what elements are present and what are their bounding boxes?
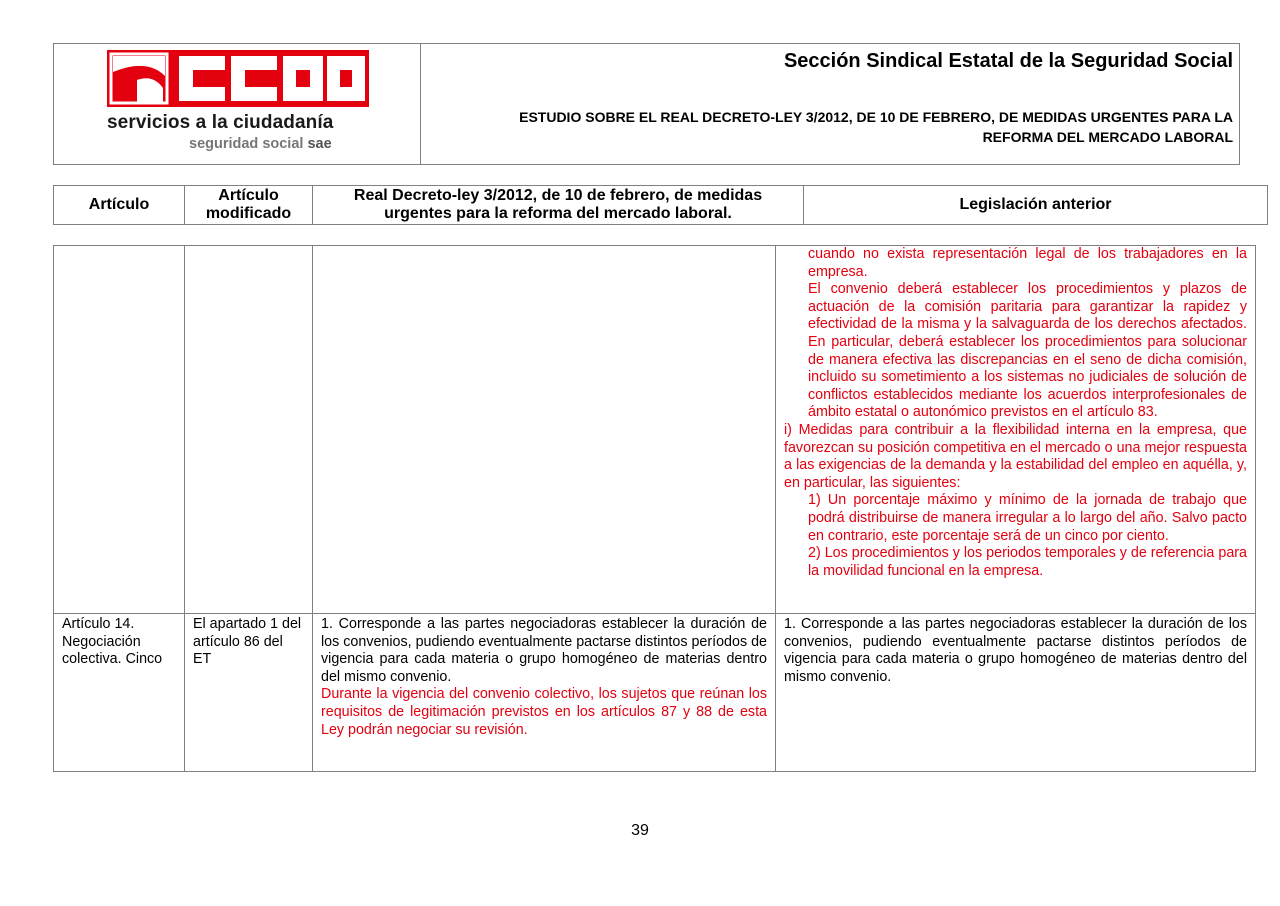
title-cell [421, 44, 1240, 165]
col-header-legislacion-anterior: Legislación anterior [804, 186, 1268, 225]
cell-real-decreto [313, 246, 776, 614]
col-header-articulo: Artículo [54, 186, 185, 225]
cell-articulo: Artículo 14. Negociación colectiva. Cinco [54, 614, 185, 772]
real-decreto-paragraph: 1. Corresponde a las partes negociadoras establecer la duración de los convenios, pudiendo eventualmente pactarse distintos períodos de vigencia para cada materia o grupo homogéneo de materias dentro del mismo convenio. [321, 616, 767, 685]
document-subtitle: ESTUDIO SOBRE EL REAL DECRETO-LEY 3/2012, DE 10 DE FEBRERO, DE MEDIDAS URGENTES PARA LA REFORMA DEL MERCADO LABORAL [519, 109, 1233, 145]
ccoo-logo [107, 50, 369, 152]
column-header-table [53, 185, 1268, 225]
page-number: 39 [631, 822, 649, 839]
logo-tagline: servicios a la ciudadanía [107, 112, 334, 133]
cell-modificado [185, 246, 313, 614]
legislacion-paragraph: 1) Un porcentaje máximo y mínimo de la jornada de trabajo que podrá distribuirse de manera irregular a lo largo del año. Salvo pacto en contrario, este porcentaje será de un cinco por ciento. [808, 492, 1247, 544]
page-title: Sección Sindical Estatal de la Seguridad Social [783, 50, 1233, 72]
legislacion-paragraph: i) Medidas para contribuir a la flexibilidad interna en la empresa, que favorezcan su posición competitiva en el mercado o una mejor respuesta a las exigencias de la demanda y la estabilidad del empleo en aquélla, y, en particular, las siguientes: [784, 421, 1247, 491]
col-header-real-decreto: Real Decreto-ley 3/2012, de 10 de febrero, de medidas urgentes para la reforma del mercado laboral. [313, 186, 804, 225]
legislacion-paragraph: 2) Los procedimientos y los periodos temporales y de referencia para la movilidad funcional en la empresa. [808, 545, 1247, 579]
col-header-articulo-modificado: Artículo modificado [185, 186, 313, 225]
ccoo-logo-mark [107, 50, 369, 108]
legislacion-paragraph: cuando no exista representación legal de los trabajadores en la empresa. [808, 246, 1247, 280]
cell-modificado: El apartado 1 del artículo 86 del ET [185, 614, 313, 772]
logo-cell [54, 44, 421, 165]
table-row [54, 614, 1256, 772]
cell-articulo [54, 246, 185, 614]
comparison-table [53, 245, 1256, 772]
cell-real-decreto [313, 614, 776, 772]
real-decreto-paragraph-new: Durante la vigencia del convenio colectivo, los sujetos que reúnan los requisitos de legitimación previstos en los artículos 87 y 88 de esta Ley podrán negociar su revisión. [321, 686, 767, 738]
logo-subtagline: seguridad social sae [189, 136, 332, 152]
cell-legislacion [776, 246, 1256, 614]
table-row [54, 246, 1256, 614]
legislacion-paragraph: El convenio deberá establecer los procedimientos y plazos de actuación de la comisión paritaria para garantizar la rapidez y efectividad de la misma y la salvaguarda de los derechos afectados. En particular, deberá establecer los procedimientos para solucionar de manera efectiva las discrepancias en el seno de dicha comisión, incluido su sometimiento a los sistemas no judiciales de solución de conflictos establecidos mediante los acuerdos interprofesionales de ámbito estatal o autonómico previstos en el artículo 83. [808, 281, 1247, 421]
document-header [53, 43, 1240, 165]
cell-legislacion: 1. Corresponde a las partes negociadoras establecer la duración de los convenios, pudiendo eventualmente pactarse distintos períodos de vigencia para cada materia o grupo homogéneo de materias dentro del mismo convenio. [776, 614, 1256, 772]
